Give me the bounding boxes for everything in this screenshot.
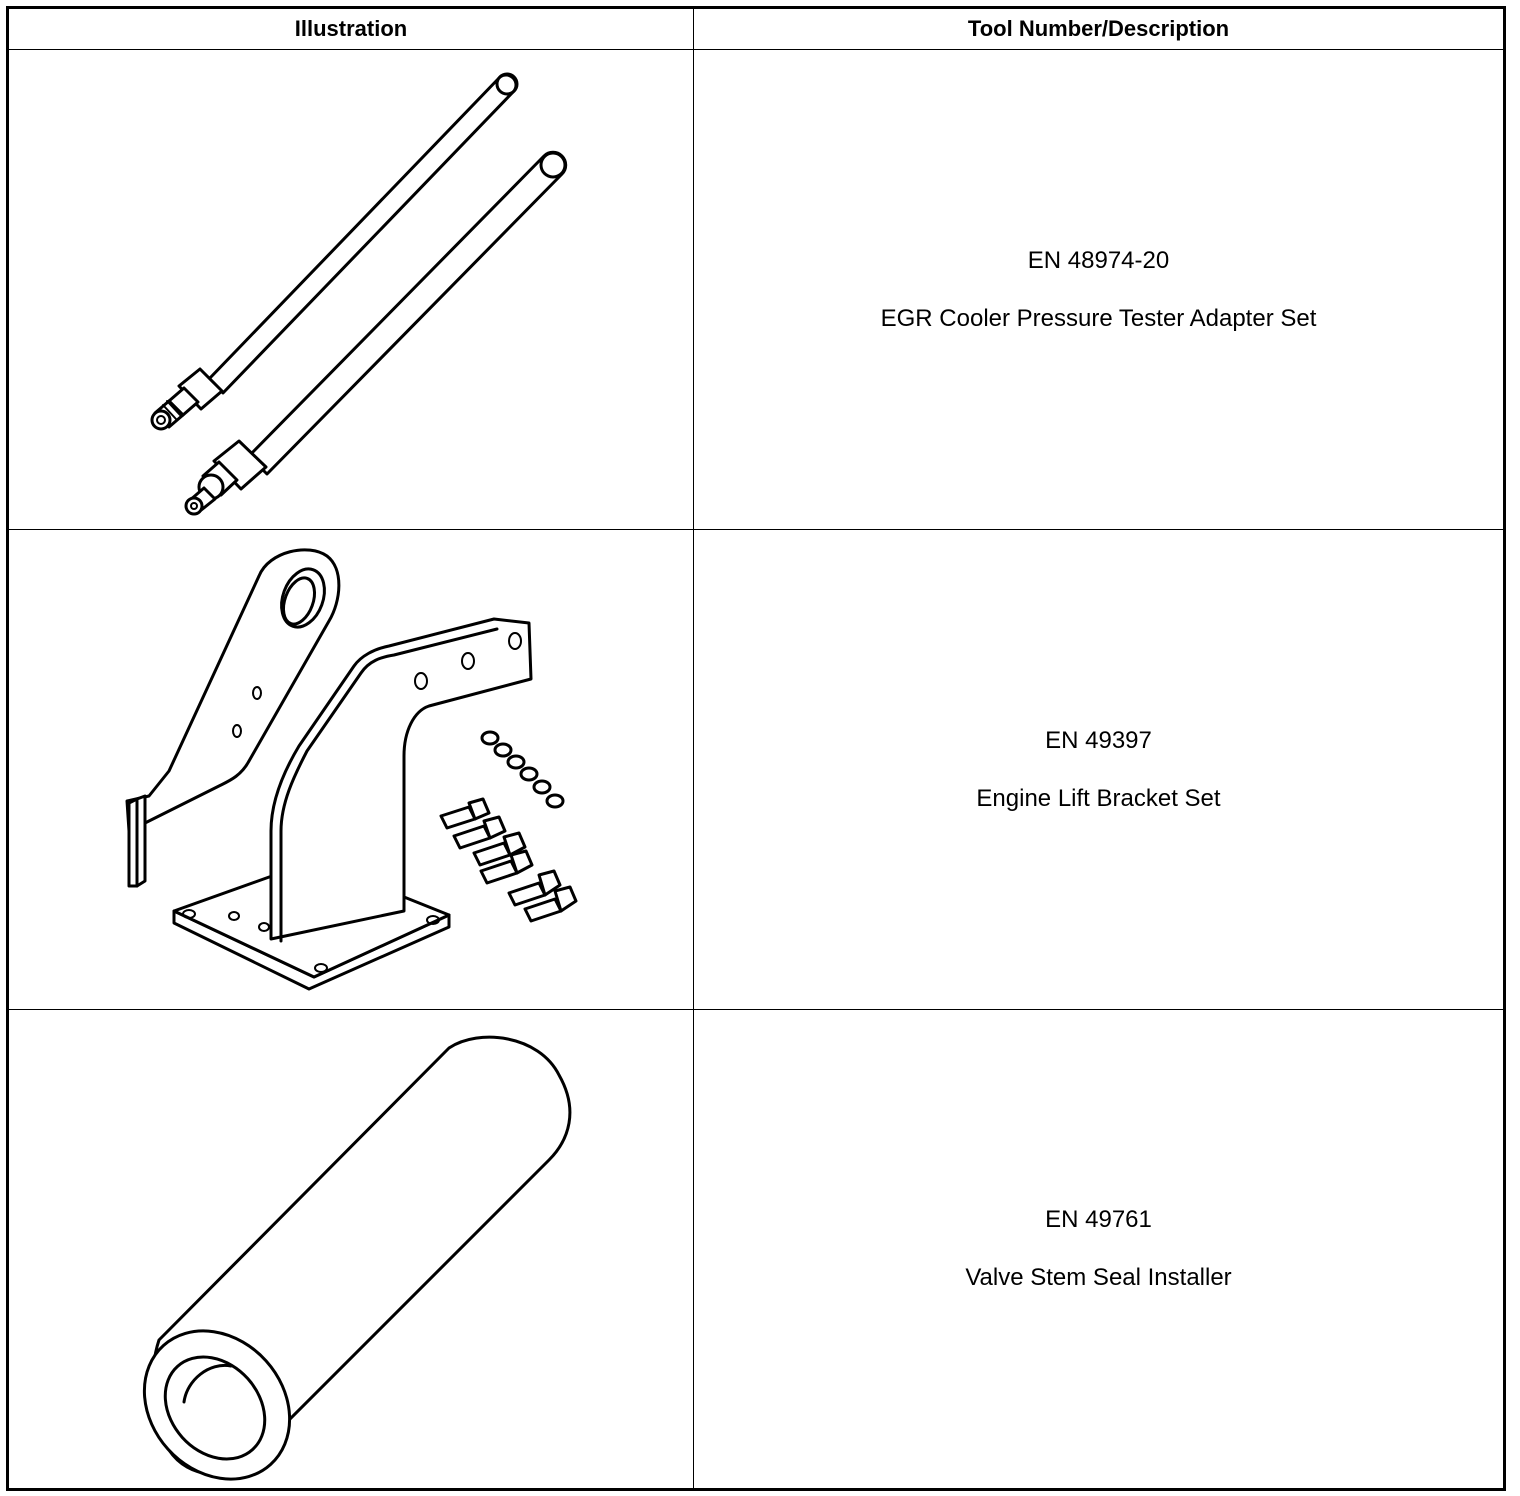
tool-description: Engine Lift Bracket Set bbox=[976, 784, 1221, 812]
egr-adapter-set-illustration bbox=[9, 51, 695, 529]
header-tool-description: Tool Number/Description bbox=[694, 8, 1505, 50]
valve-seal-installer-illustration bbox=[9, 1010, 695, 1488]
illustration-cell bbox=[8, 1010, 694, 1490]
header-row bbox=[8, 8, 1505, 50]
tool-description-cell bbox=[694, 50, 1505, 530]
table-row bbox=[8, 50, 1505, 530]
special-tools-table bbox=[6, 6, 1506, 1491]
tool-number: EN 48974-20 bbox=[1027, 246, 1170, 274]
tool-description: Valve Stem Seal Installer bbox=[965, 1264, 1232, 1291]
tool-number: EN 49397 bbox=[1045, 726, 1152, 754]
tool-description-cell bbox=[694, 1010, 1505, 1490]
table-row bbox=[8, 530, 1505, 1010]
illustration-cell bbox=[8, 530, 694, 1010]
bolt-set bbox=[441, 799, 576, 921]
table-row bbox=[8, 1010, 1505, 1490]
engine-lift-bracket-illustration bbox=[9, 531, 695, 1009]
tool-description-cell bbox=[694, 530, 1505, 1010]
header-illustration: Illustration bbox=[8, 8, 694, 50]
tool-number: EN 49761 bbox=[1045, 1206, 1152, 1233]
tool-description: EGR Cooler Pressure Tester Adapter Set bbox=[880, 304, 1317, 332]
illustration-cell bbox=[8, 50, 694, 530]
